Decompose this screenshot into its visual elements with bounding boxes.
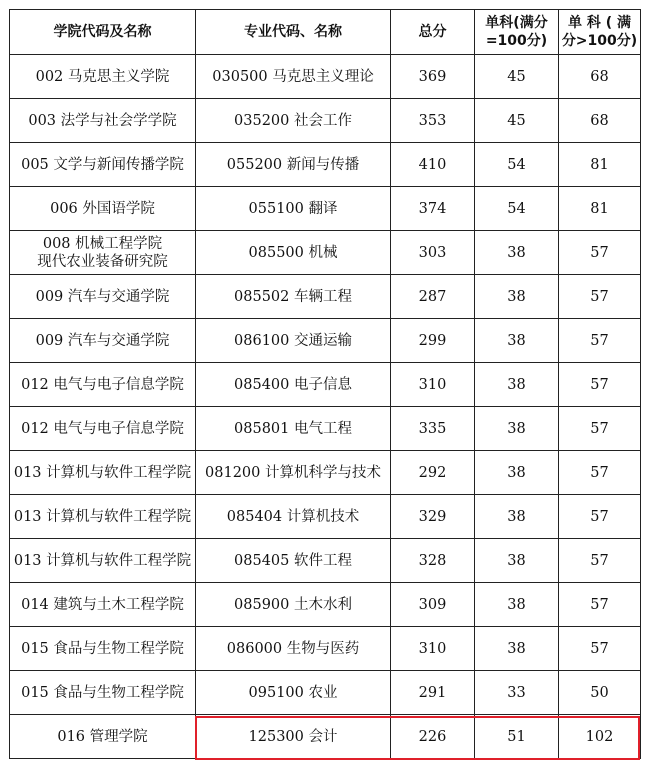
college-cell: 012 电气与电子信息学院: [10, 363, 196, 407]
header-row: [10, 10, 641, 55]
single-100-cell: 33: [475, 671, 559, 715]
total-cell: 292: [391, 451, 475, 495]
single-100-cell: 54: [475, 187, 559, 231]
major-cell: 085500 机械: [196, 231, 391, 275]
major-cell: 081200 计算机科学与技术: [196, 451, 391, 495]
header-single-100: 单科(满分=100分): [475, 10, 559, 55]
total-cell: 328: [391, 539, 475, 583]
college-cell: 013 计算机与软件工程学院: [10, 451, 196, 495]
major-cell: 085404 计算机技术: [196, 495, 391, 539]
college-cell: 015 食品与生物工程学院: [10, 627, 196, 671]
total-cell: 303: [391, 231, 475, 275]
single-100-cell: 38: [475, 627, 559, 671]
table-row: [10, 451, 641, 495]
single-over-100-cell: 81: [559, 143, 641, 187]
college-cell: 002 马克思主义学院: [10, 55, 196, 99]
single-over-100-cell: 57: [559, 363, 641, 407]
total-cell: 299: [391, 319, 475, 363]
single-over-100-cell: 57: [559, 539, 641, 583]
table-row: [10, 99, 641, 143]
college-cell: 005 文学与新闻传播学院: [10, 143, 196, 187]
total-cell: 369: [391, 55, 475, 99]
table-row: [10, 539, 641, 583]
single-100-cell: 38: [475, 407, 559, 451]
total-cell: 291: [391, 671, 475, 715]
major-cell: 035200 社会工作: [196, 99, 391, 143]
major-cell: 085900 土木水利: [196, 583, 391, 627]
major-cell: 055100 翻译: [196, 187, 391, 231]
header-total: 总分: [391, 10, 475, 55]
single-over-100-cell: 68: [559, 99, 641, 143]
single-over-100-cell: 57: [559, 451, 641, 495]
single-100-cell: 38: [475, 231, 559, 275]
single-100-cell: 38: [475, 275, 559, 319]
major-cell: 055200 新闻与传播: [196, 143, 391, 187]
table-row: [10, 187, 641, 231]
major-cell: 085801 电气工程: [196, 407, 391, 451]
college-cell: 003 法学与社会学学院: [10, 99, 196, 143]
single-100-cell: 38: [475, 495, 559, 539]
total-cell: 310: [391, 627, 475, 671]
total-cell: 287: [391, 275, 475, 319]
total-cell: 374: [391, 187, 475, 231]
major-cell: 030500 马克思主义理论: [196, 55, 391, 99]
table-row: [10, 627, 641, 671]
college-cell: 016 管理学院: [10, 715, 196, 759]
college-cell: 015 食品与生物工程学院: [10, 671, 196, 715]
college-cell: 013 计算机与软件工程学院: [10, 539, 196, 583]
single-100-cell: 45: [475, 99, 559, 143]
total-cell: 353: [391, 99, 475, 143]
single-100-cell: 38: [475, 319, 559, 363]
table-row: [10, 671, 641, 715]
college-cell: 013 计算机与软件工程学院: [10, 495, 196, 539]
major-cell: 125300 会计: [196, 715, 391, 759]
header-college: 学院代码及名称: [10, 10, 196, 55]
table-row: [10, 407, 641, 451]
college-cell: 014 建筑与土木工程学院: [10, 583, 196, 627]
single-100-cell: 38: [475, 451, 559, 495]
major-cell: 085405 软件工程: [196, 539, 391, 583]
total-cell: 226: [391, 715, 475, 759]
total-cell: 410: [391, 143, 475, 187]
table-row: [10, 231, 641, 275]
table-row: [10, 275, 641, 319]
major-cell: 086000 生物与医药: [196, 627, 391, 671]
single-100-cell: 38: [475, 539, 559, 583]
single-100-cell: 45: [475, 55, 559, 99]
total-cell: 310: [391, 363, 475, 407]
single-100-cell: 51: [475, 715, 559, 759]
college-cell: 009 汽车与交通学院: [10, 275, 196, 319]
college-cell: 006 外国语学院: [10, 187, 196, 231]
major-cell: 095100 农业: [196, 671, 391, 715]
single-100-cell: 38: [475, 583, 559, 627]
table-row: [10, 715, 641, 759]
single-over-100-cell: 57: [559, 495, 641, 539]
total-cell: 335: [391, 407, 475, 451]
table-row: [10, 55, 641, 99]
single-over-100-cell: 81: [559, 187, 641, 231]
major-cell: 085400 电子信息: [196, 363, 391, 407]
single-100-cell: 38: [475, 363, 559, 407]
single-over-100-cell: 57: [559, 275, 641, 319]
single-over-100-cell: 57: [559, 319, 641, 363]
major-cell: 086100 交通运输: [196, 319, 391, 363]
table-row: [10, 143, 641, 187]
major-cell: 085502 车辆工程: [196, 275, 391, 319]
table-body: [10, 55, 641, 759]
single-100-cell: 54: [475, 143, 559, 187]
score-table: [9, 9, 641, 759]
total-cell: 309: [391, 583, 475, 627]
table-row: [10, 495, 641, 539]
single-over-100-cell: 57: [559, 231, 641, 275]
college-cell: 012 电气与电子信息学院: [10, 407, 196, 451]
header-major: 专业代码、名称: [196, 10, 391, 55]
college-cell: 008 机械工程学院 现代农业装备研究院: [10, 231, 196, 275]
table-row: [10, 583, 641, 627]
single-over-100-cell: 50: [559, 671, 641, 715]
college-cell: 009 汽车与交通学院: [10, 319, 196, 363]
single-over-100-cell: 102: [559, 715, 641, 759]
header-single-over-100: 单 科 ( 满分>100分): [559, 10, 641, 55]
single-over-100-cell: 57: [559, 407, 641, 451]
table-row: [10, 319, 641, 363]
single-over-100-cell: 68: [559, 55, 641, 99]
single-over-100-cell: 57: [559, 583, 641, 627]
single-over-100-cell: 57: [559, 627, 641, 671]
total-cell: 329: [391, 495, 475, 539]
table-row: [10, 363, 641, 407]
